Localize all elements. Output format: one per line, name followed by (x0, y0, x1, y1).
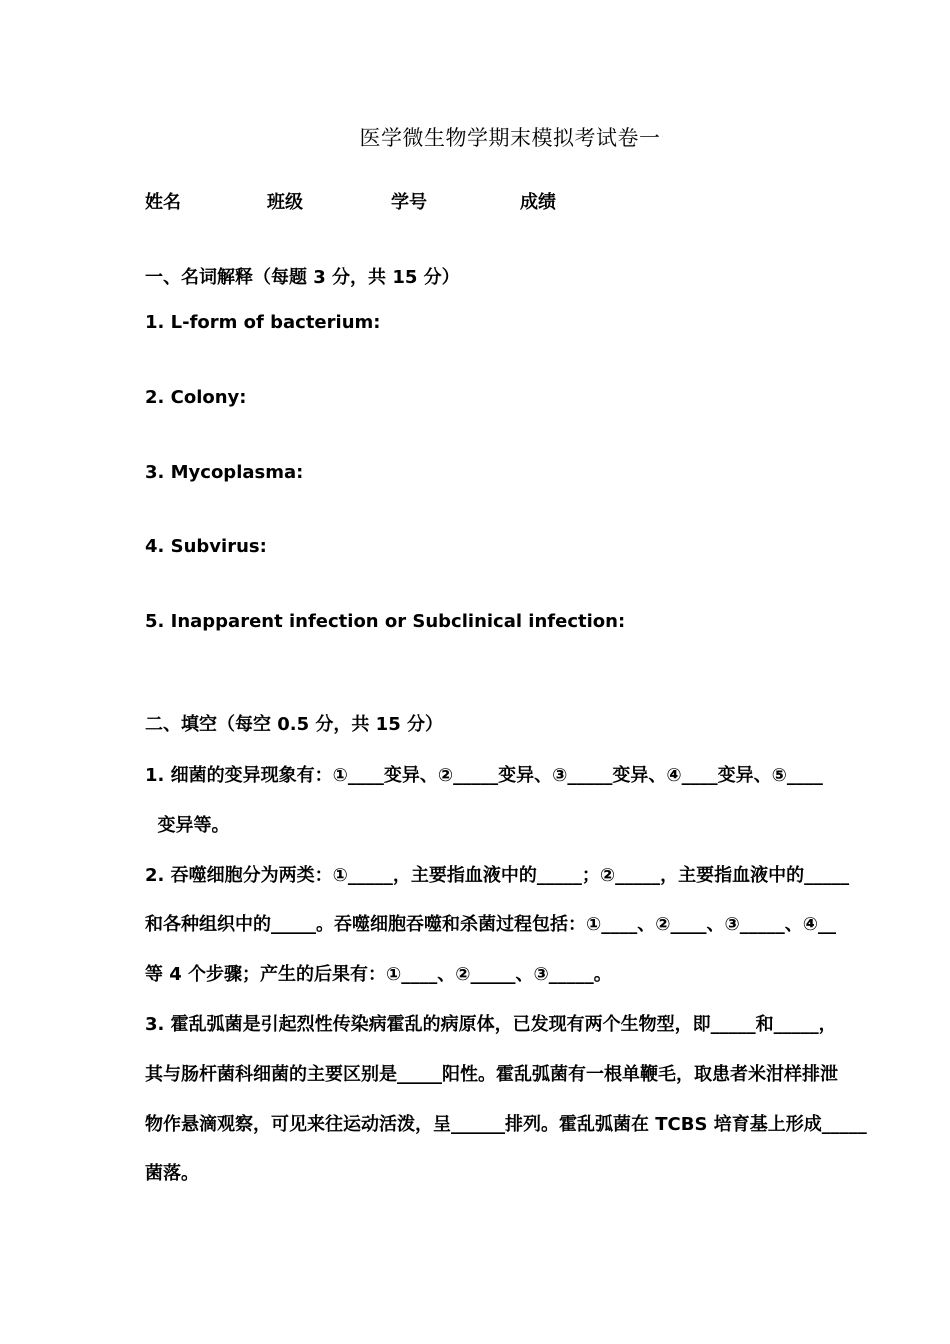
fill-blank-line: 1. 细菌的变异现象有：①____变异、②_____变异、③_____变异、④____变异、⑤____ (145, 765, 823, 786)
info-id-label: 学号 (391, 192, 427, 213)
info-class-label: 班级 (267, 192, 303, 213)
term-item: 2. Colony: (145, 387, 247, 408)
term-item: 4. Subvirus: (145, 536, 267, 557)
fill-blank-line: 等 4 个步骤；产生的后果有：①____、②_____、③_____。 (145, 964, 612, 985)
fill-blank-line: 物作悬滴观察，可见来往运动活泼，呈______排列。霍乱弧菌在 TCBS 培育基上形成_____ (145, 1114, 867, 1135)
fill-blank-line: 菌落。 (145, 1163, 199, 1184)
fill-blank-line: 其与肠杆菌科细菌的主要区别是_____阳性。霍乱弧菌有一根单鞭毛，取患者米泔样排泄 (145, 1064, 838, 1085)
fill-blank-line: 变异等。 (145, 815, 230, 836)
fill-blank-line: 和各种组织中的_____。吞噬细胞吞噬和杀菌过程包括：①____、②____、③_____、④__ (145, 914, 836, 935)
term-item: 3. Mycoplasma: (145, 462, 304, 483)
term-item: 5. Inapparent infection or Subclinical infection: (145, 611, 626, 632)
section1-heading: 一、名词解释（每题 3 分，共 15 分） (145, 267, 460, 288)
term-item: 1. L-form of bacterium: (145, 312, 381, 333)
fill-blank-line: 3. 霍乱弧菌是引起烈性传染病霍乱的病原体，已发现有两个生物型，即_____和_____， (145, 1014, 837, 1035)
fill-blank-line: 2. 吞噬细胞分为两类：①_____，主要指血液中的_____；②_____，主要指血液中的_____ (145, 865, 850, 886)
exam-title: 医学微生物学期末模拟考试卷一 (359, 126, 661, 150)
section2-heading: 二、填空（每空 0.5 分，共 15 分） (145, 714, 444, 735)
student-info-row (145, 188, 645, 212)
info-score-label: 成绩 (520, 192, 556, 213)
info-name-label: 姓名 (145, 192, 181, 213)
